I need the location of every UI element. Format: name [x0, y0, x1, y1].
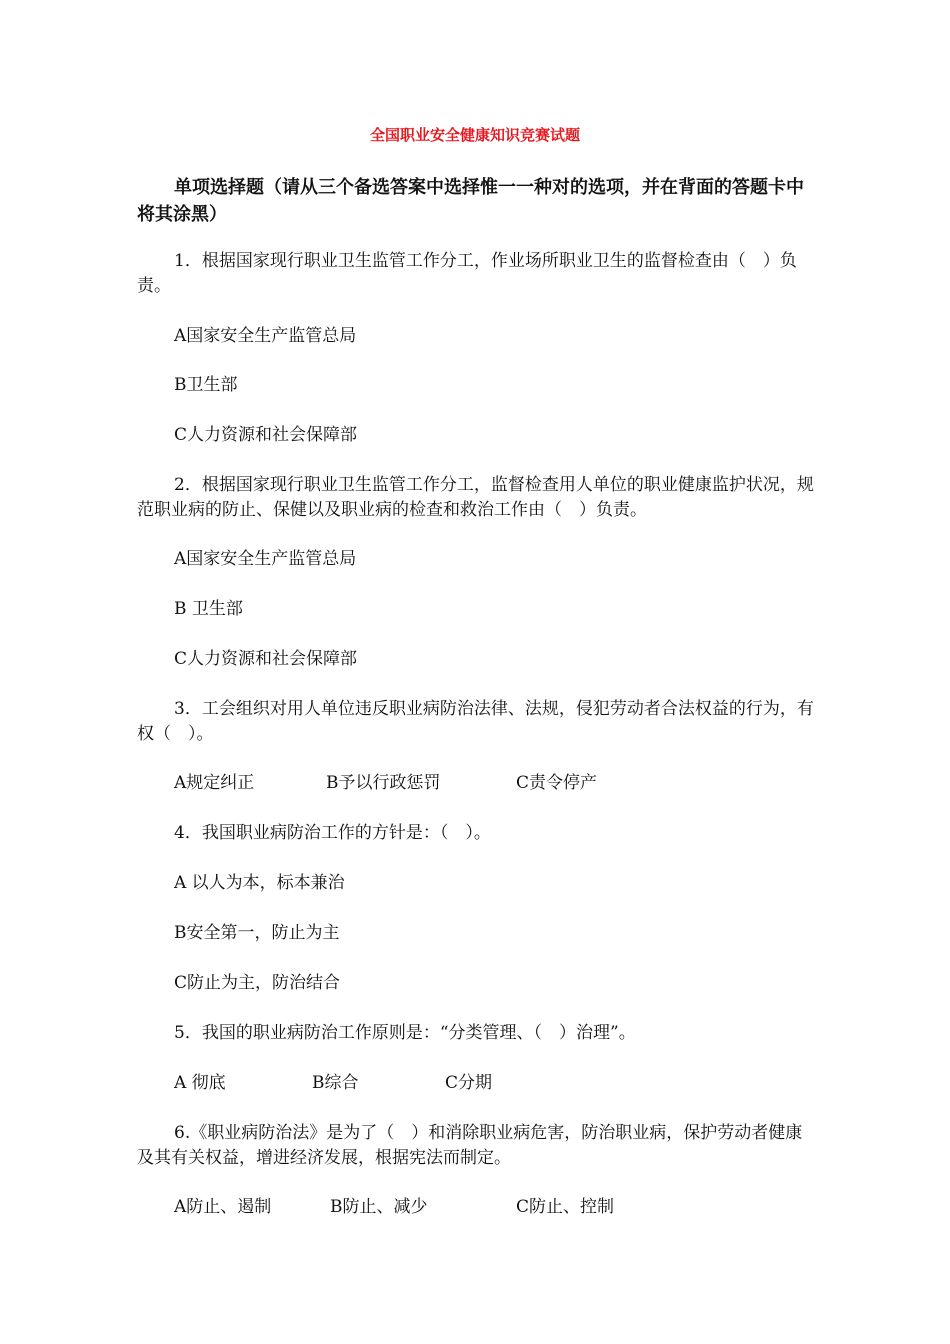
- question-6-option-c: C防止、控制: [516, 1197, 615, 1217]
- question-5-option-a: A 彻底: [174, 1073, 226, 1093]
- question-2-option-a: A国家安全生产监管总局: [174, 549, 357, 569]
- question-6-option-b: B防止、减少: [330, 1197, 428, 1217]
- document-title: 全国职业安全健康知识竞赛试题: [369, 126, 580, 144]
- question-4-option-a: A 以人为本，标本兼治: [174, 873, 345, 893]
- question-3-option-c: C责令停产: [516, 773, 598, 793]
- question-2: 2．根据国家现行职业卫生监管工作分工，监督检查用人单位的职业健康监护状况，规范职业病的防止、保健以及职业病的检查和救治工作由（ ）负责。: [137, 475, 814, 520]
- question-2-option-b: B 卫生部: [174, 599, 243, 619]
- question-3-option-a: A规定纠正: [174, 773, 255, 793]
- question-1-option-a: A国家安全生产监管总局: [174, 326, 357, 346]
- question-5-option-c: C分期: [445, 1073, 493, 1093]
- question-6-option-a: A防止、遏制: [174, 1197, 272, 1217]
- question-4-option-c: C防止为主，防治结合: [174, 973, 341, 993]
- question-1: 1．根据国家现行职业卫生监管工作分工，作业场所职业卫生的监督检查由（ ）负责。: [137, 251, 797, 296]
- question-6: 6.《职业病防治法》是为了（ ）和消除职业病危害，防治职业病，保护劳动者健康及其有关权益，增进经济发展，根据宪法而制定。: [137, 1123, 803, 1168]
- question-4: 4．我国职业病防治工作的方针是：（ ）。: [174, 823, 491, 843]
- question-1-option-b: B卫生部: [174, 375, 238, 395]
- question-3-option-b: B予以行政惩罚: [326, 773, 441, 793]
- question-3: 3．工会组织对用人单位违反职业病防治法律、法规，侵犯劳动者合法权益的行为，有权（ ）。: [137, 699, 814, 744]
- question-4-option-b: B安全第一，防止为主: [174, 923, 340, 943]
- question-5-option-b: B综合: [312, 1073, 359, 1093]
- question-5: 5．我国的职业病防治工作原则是：“分类管理、（ ）治理”。: [174, 1023, 636, 1043]
- section-heading: 单项选择题（请从三个备选答案中选择惟一一种对的选项，并在背面的答题卡中将其涂黑）: [137, 177, 804, 225]
- question-1-option-c: C人力资源和社会保障部: [174, 425, 358, 445]
- question-2-option-c: C人力资源和社会保障部: [174, 649, 358, 669]
